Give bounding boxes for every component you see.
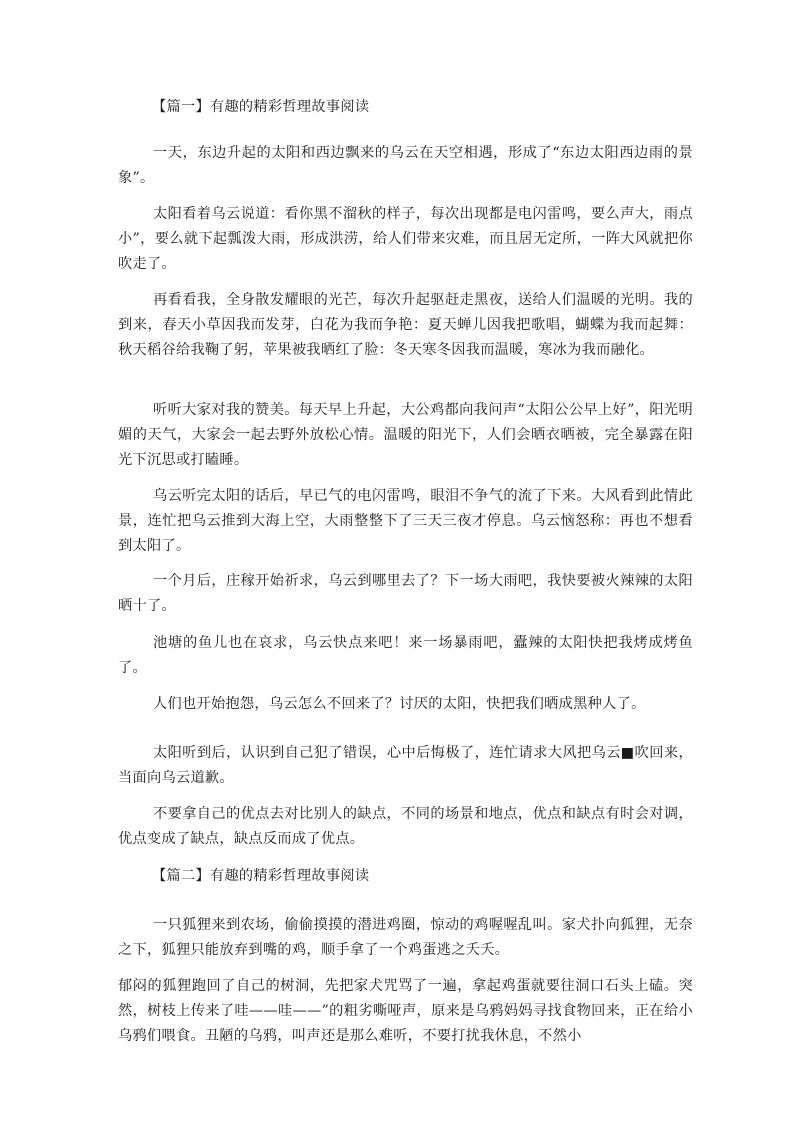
paragraph: 乌云听完太阳的话后，早已气的电闪雷鸣，眼泪不争气的流了下来。大风看到此情此景，连忙把乌云推到大海上空，大雨整整下了三天三夜才停息。乌云恼怒称：再也不想看到太阳了。 [118, 488, 693, 554]
heading-part-one: 【篇一】有趣的精彩哲理故事阅读 [152, 99, 370, 115]
paragraph: 听听大家对我的赞美。每天早上升起，大公鸡都向我问声“太阳公公早上好”，阳光明媚的天气，大家会一起去野外放松心情。温暖的阳光下，人们会晒衣晒被，完全暴露在阳光下沉思或打瞌睡。 [118, 402, 693, 468]
paragraph: 人们也开始抱怨，乌云怎么不回来了？讨厌的太阳，快把我们晒成黑种人了。 [153, 696, 646, 712]
paragraph: 池塘的鱼儿也在哀求，乌云快点来吧！来一场暴雨吧，蠹辣的太阳快把我烤成烤鱼了。 [118, 635, 693, 676]
heading-part-two: 【篇二】有趣的精彩哲理故事阅读 [152, 868, 370, 884]
paragraph: 太阳听到后，认识到自己犯了错误，心中后悔极了，连忙请求大风把乌云■吹回来，当面向乌云道歉。 [118, 745, 693, 786]
paragraph: 不要拿自己的优点去对比别人的缺点，不同的场景和地点，优点和缺点有时会对调，优点变成了缺点，缺点反而成了优点。 [118, 806, 693, 847]
paragraph: 一天，东边升起的太阳和西边飘来的乌云在天空相遇，形成了“东边太阳西边雨的景象”。 [118, 145, 693, 186]
paragraph: 一个月后，庄稼开始祈求，乌云到哪里去了？下一场大雨吧，我快要被火辣辣的太阳晒十了。 [118, 573, 693, 614]
paragraph: 郁闷的狐狸跑回了自己的树洞，先把家犬咒骂了一遍，拿起鸡蛋就要往洞口石头上磕。突然，树枝上传来了哇——哇——”的粗劣嘶哑声，原来是乌鸦妈妈寻找食物回来，正在给小乌鸦们喂食。丑陋的乌鸦，叫声还是那么难听，不要打扰我休息，不然小 [118, 978, 693, 1044]
paragraph: 再看看我，全身散发耀眼的光芒，每次升起驱赶走黑夜，送给人们温暖的光明。我的到来，春天小草因我而发芽，白花为我而争艳：夏天蝉儿因我把歌唱，蝴蝶为我而起舞：秋天稻谷给我鞠了躬，苹果被我晒红了脸：冬天寒冬因我而温暖，寒冰为我而融化。 [118, 292, 693, 358]
paragraph: 太阳看着乌云说道：看你黑不溜秋的样子，每次出现都是电闪雷鸣，要么声大，雨点小”，要么就下起瓢泼大雨，形成洪涝，给人们带来灾难，而且居无定所，一阵大风就把你吹走了。 [118, 206, 693, 272]
paragraph: 一只狐狸来到农场，偷偷摸摸的潜进鸡圈，惊动的鸡喔喔乱叫。家犬扑向狐狸，无奈之下，狐狸只能放弃到嘴的鸡，顺手拿了一个鸡蛋逃之夭夭。 [118, 917, 693, 958]
